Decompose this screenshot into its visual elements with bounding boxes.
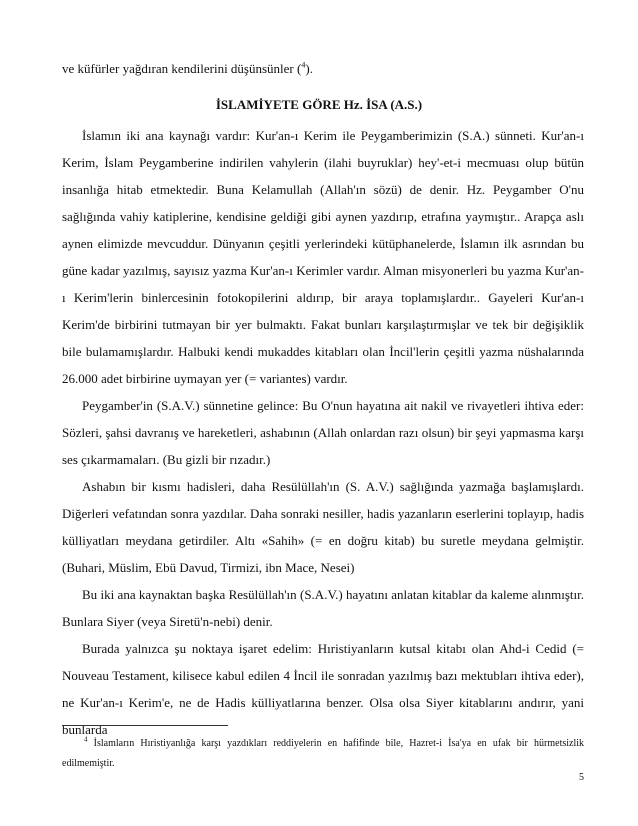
paragraph-sources: İslamın iki ana kaynağı vardır: Kur'an-ı Kerim ile Peygamberimizin (S.A.) sünneti. Kur'an-ı Kerim, İslam Peygamberine indirilen vahylerin (ilahi buyruklar) hey'-et-i mecmuası olup bütün insanlığa hitab etmektedir. Buna Kelamullah (Allah'ın sözü) de denir. Hz. Peygamber O'nu sağlığında vahiy katiplerine, kendisine geldiği gibi aynen yazdırıp, etrafına yaymıştır.. Arapça aslı aynen elimizde mevcuddur. Dünyanın çeşitli yerlerindeki kütüphanelerde, İslamın ilk asrından bu güne kadar yazılmış, sayısız yazma Kur'an-ı Kerimler vardır. Alman misyonerleri bu yazma Kur'an-ı Kerim'lerin binlercesinin fotokopilerini aldırıp, bir araya toplamışlardır.. Gayeleri Kur'an-ı Kerim'de birbirini tutmayan bir yer bulmaktı. Fakat bunları karşılaştırmışlar ve tek bir değişiklik bile bulamamışlardır. Halbuki kendi mukaddes kitabları olan İncil'lerin çeşitli yazma nüshalarında 26.000 adet birbirine uymayan yer (= variantes) vardır. [62,128,584,386]
footnote [62,734,584,774]
continued-text: ve küfürler yağdıran kendilerini düşünsünler ( [62,61,302,76]
paragraph-new-testament: Burada yalnızca şu noktaya işaret edelim: Hıristiyanların kutsal kitabı olan Ahd-i Cedid (= Nouveau Testament, kilisece kabul edilen 4 İncil ile sonradan yazılmış bazı mektubları ihtiva eder), ne Kur'an-ı Kerim'e, ne de Hadis külliyatlarına benzer. Olsa olsa Siyer kitablarını andırır, yani bunlarda [62,641,584,737]
continued-text-end: ). [305,61,313,76]
paragraph-sunnah: Peygamber'in (S.A.V.) sünnetine gelince: Bu O'nun hayatına ait nakil ve rivayetleri ihtiva eder: Sözleri, şahsi davranış ve hareketleri, ashabının (Allah onlardan razı olsun) bir şeyi yapmasma karşı ses çıkarmamaları. (Bu gizli bir rızadır.) [62,398,584,467]
footnote-number: 4 [84,735,88,744]
footnote-reference[interactable]: 4 [301,60,306,70]
paragraph-siyer: Bu iki ana kaynaktan başka Resülüllah'ın (S.A.V.) hayatını anlatan kitablar da kaleme alınmıştır. Bunlara Siyer (veya Siretü'n-nebi) denir. [62,587,584,629]
paragraph-hadith: Ashabın bir kısmı hadisleri, daha Resülüllah'ın (S. A.V.) sağlığında yazmağa başlamışlardı. Diğerleri vefatından sonra yazdılar. Daha sonraki nesiller, hadis yazanların eserlerini toplayıp, hadis külliyatları meydana getirdiler. Altı «Sahih» (= en doğru kitab) bu suretle meydana gelmiştir. (Buhari, Müslim, Ebü Davud, Tirmizi, ibn Mace, Nesei) [62,479,584,575]
body-text [62,122,584,743]
footnote-divider [62,725,228,726]
continued-text-line [62,60,582,78]
footnote-text: İslamların Hıristiyanlığa karşı yazdıkları reddiyelerin en hafifinde bile, Hazret-i İsa'ya en ufak bir hürmetsizlik edilmemiştir. [62,738,585,769]
page-number: 5 [579,772,584,783]
section-heading: İSLAMİYETE GÖRE Hz. İSA (A.S.) [215,97,423,112]
